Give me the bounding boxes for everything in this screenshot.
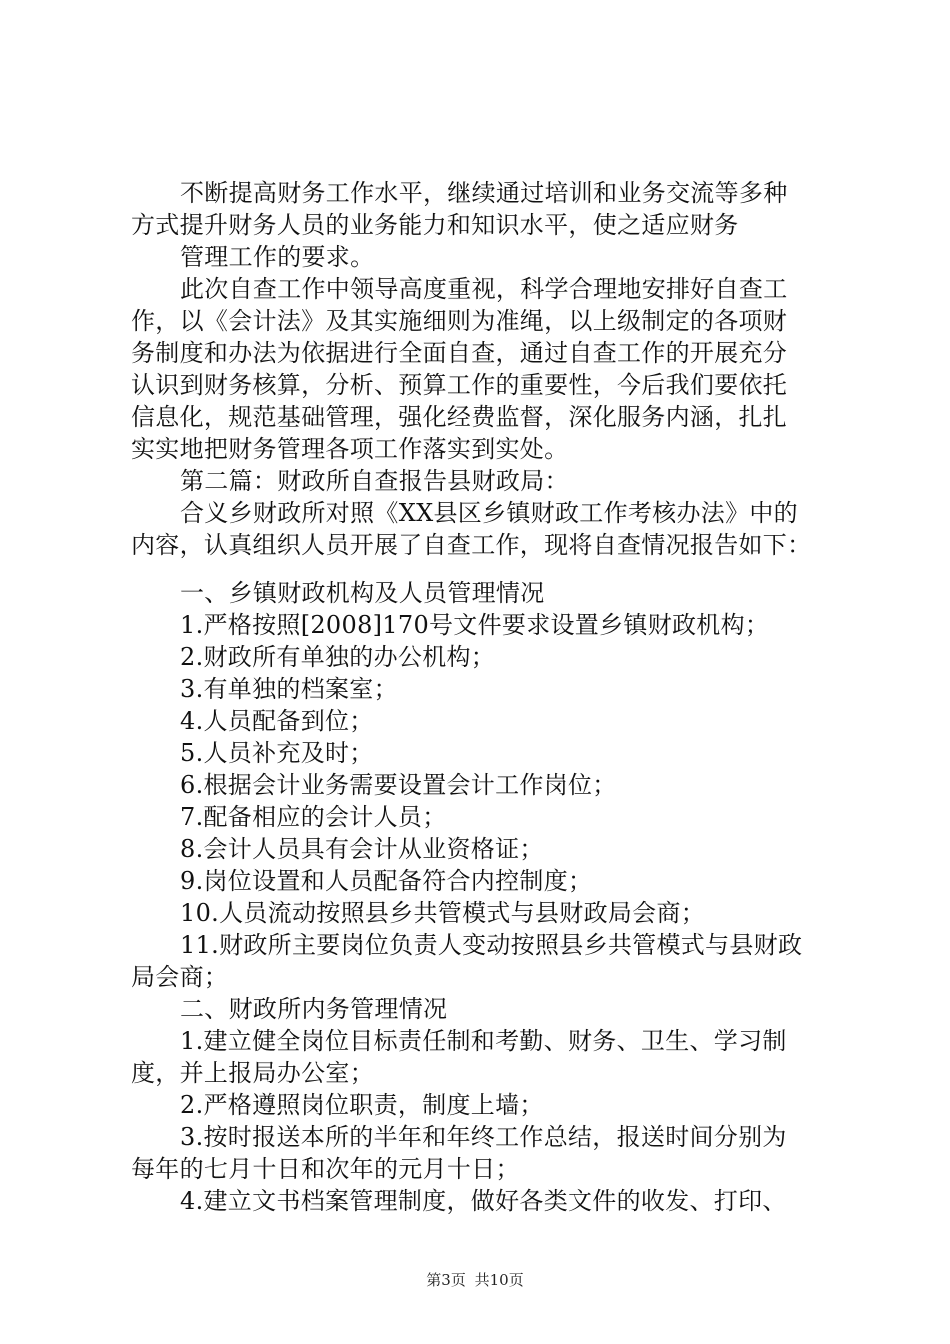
list-item: 2.严格遵照岗位职责，制度上墙； — [180, 1091, 544, 1119]
list-item: 4.建立文书档案管理制度，做好各类文件的收发、打印、 — [180, 1187, 787, 1215]
list-item: 5.人员补充及时； — [180, 739, 374, 767]
page-number: 第3页 — [426, 1271, 466, 1289]
text-line: 不断提高财务工作水平，继续通过培训和业务交流等多种 — [180, 179, 788, 207]
subsection-heading: 一、乡镇财政机构及人员管理情况 — [180, 579, 545, 607]
page-footer — [0, 1270, 950, 1290]
subsection-heading: 二、财政所内务管理情况 — [180, 995, 448, 1023]
text-line: 管理工作的要求。 — [180, 243, 375, 271]
list-item: 8.会计人员具有会计从业资格证； — [180, 835, 544, 863]
list-item: 2.财政所有单独的办公机构； — [180, 643, 496, 671]
list-item: 度，并上报局办公室； — [131, 1059, 374, 1087]
text-line: 信息化，规范基础管理，强化经费监督，深化服务内涵，扎扎 — [131, 403, 788, 431]
text-line: 务制度和办法为依据进行全面自查，通过自查工作的开展充分 — [131, 339, 788, 367]
text-line: 此次自查工作中领导高度重视，科学合理地安排好自查工 — [180, 275, 788, 303]
list-item: 6.根据会计业务需要设置会计工作岗位； — [180, 771, 617, 799]
text-line: 合义乡财政所对照《XX县区乡镇财政工作考核办法》中的 — [180, 499, 798, 527]
list-item: 1.建立健全岗位目标责任制和考勤、财务、卫生、学习制 — [180, 1027, 787, 1055]
text-line: 实实地把财务管理各项工作落实到实处。 — [131, 435, 569, 463]
text-line: 认识到财务核算，分析、预算工作的重要性，今后我们要依托 — [131, 371, 788, 399]
list-item: 3.按时报送本所的半年和年终工作总结，报送时间分别为 — [180, 1123, 787, 1151]
text-line: 作，以《会计法》及其实施细则为准绳，以上级制定的各项财 — [131, 307, 788, 335]
section-heading: 第二篇：财政所自查报告县财政局： — [180, 467, 569, 495]
list-item: 局会商； — [131, 963, 229, 991]
text-line: 方式提升财务人员的业务能力和知识水平，使之适应财务 — [131, 211, 739, 239]
list-item: 11.财政所主要岗位负责人变动按照县乡共管模式与县财政 — [180, 931, 803, 959]
list-item: 9.岗位设置和人员配备符合内控制度； — [180, 867, 593, 895]
list-item: 4.人员配备到位； — [180, 707, 374, 735]
list-item: 10.人员流动按照县乡共管模式与县财政局会商； — [180, 899, 706, 927]
text-line: 内容，认真组织人员开展了自查工作，现将自查情况报告如下： — [131, 531, 812, 559]
list-item: 7.配备相应的会计人员； — [180, 803, 447, 831]
list-item: 3.有单独的档案室； — [180, 675, 398, 703]
page-total: 共10页 — [474, 1271, 524, 1289]
list-item: 1.严格按照[2008]170号文件要求设置乡镇财政机构； — [180, 611, 770, 639]
list-item: 每年的七月十日和次年的元月十日； — [131, 1155, 520, 1183]
